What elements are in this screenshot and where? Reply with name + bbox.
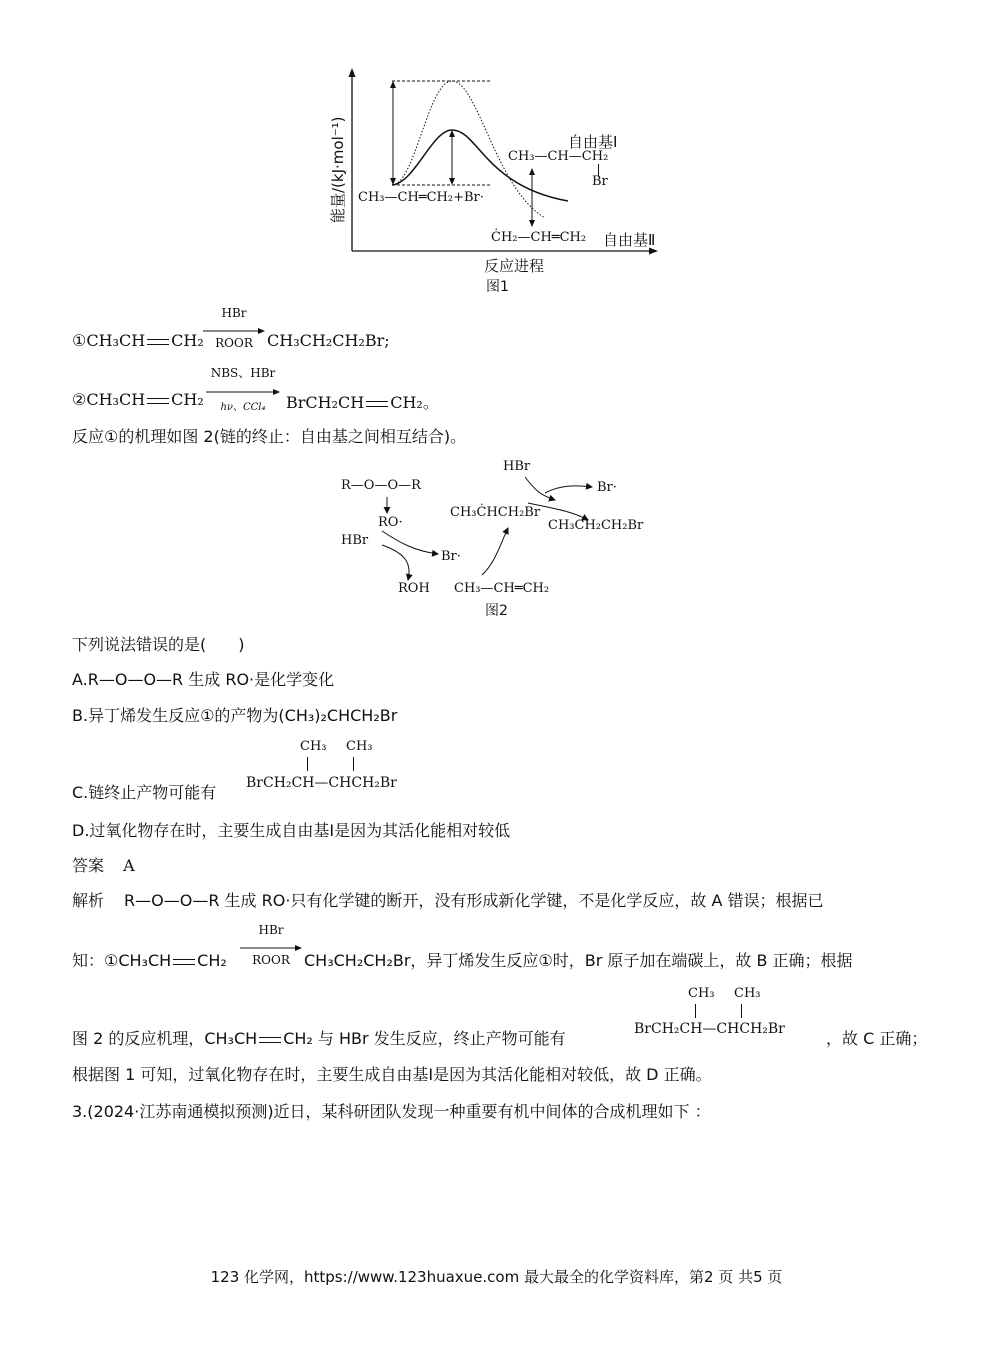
br-radical-right-label: Br· — [597, 480, 617, 495]
fig1-caption: 图1 — [486, 279, 509, 295]
reaction-2-reactant: ②CH₃CH — [72, 390, 146, 409]
analysis-arrow-conditions: HBr ROOR — [240, 923, 302, 967]
x-axis-label: 反应进程 — [484, 257, 545, 275]
fig2-caption: 图2 — [485, 603, 508, 619]
analysis-line-4: 根据图 1 可知，过氧化物存在时，主要生成自由基Ⅰ是因为其活化能相对较低，故 D 正确。 — [72, 1065, 712, 1084]
hbr-left-label: HBr — [341, 533, 369, 548]
option-d: D.过氧化物存在时，主要生成自由基Ⅰ是因为其活化能相对较低 — [72, 821, 511, 840]
reaction-2-product: BrCH₂CH CH₂。 — [286, 393, 439, 412]
analysis-line-2: 知：①CH₃CH CH₂ — [72, 951, 227, 970]
radical-1-br: Br — [592, 174, 608, 189]
double-bond — [173, 959, 195, 965]
analysis-line-1: 解析 R—O—O—R 生成 RO·只有化学键的断开，没有形成新化学键，不是化学反应，故 A 错误；根据已 — [72, 891, 824, 910]
reaction-1 — [72, 331, 204, 350]
y-axis-arrow — [349, 68, 356, 77]
structure-main: BrCH₂CH—CHCH₂Br — [246, 775, 397, 791]
methyl-2: CH₃ — [346, 739, 373, 754]
reaction-2-below: hν、CCl₄ — [220, 402, 266, 413]
reaction-2-conditions — [206, 364, 280, 413]
hbr-top-label: HBr — [503, 459, 531, 474]
analysis-structure: CH₃ CH₃ BrCH₂CH—CHCH₂Br — [634, 986, 785, 1037]
br-radical-center-label: Br· — [441, 549, 461, 564]
reaction-1-arrow — [203, 327, 265, 335]
reaction-2-above: NBS、HBr — [210, 366, 276, 380]
reaction-1-reactant-end: CH₂ — [171, 331, 204, 350]
reaction-1-conditions — [203, 306, 265, 350]
reaction-1-below: ROOR — [215, 336, 253, 350]
roh-label: ROH — [398, 581, 430, 596]
answer-label: 答案 — [72, 856, 105, 875]
radical-2-formula: ĊH₂—CH═CH₂ — [491, 230, 587, 245]
double-bond — [147, 339, 169, 345]
reaction-1-above: HBr — [221, 306, 247, 320]
double-bond — [366, 401, 388, 407]
radical-1-formula: CH₃—CH—CH₂ — [508, 149, 609, 164]
option-c: C.链终止产物可能有 — [72, 783, 217, 802]
reaction-2 — [72, 390, 204, 409]
radical-1-name: 自由基Ⅰ — [568, 133, 618, 151]
peroxide-label: R—O—O—R — [341, 478, 421, 493]
answer-row — [72, 853, 135, 876]
mechanism-intro: 反应①的机理如图 2(链的终止：自由基之间相互结合)。 — [72, 427, 467, 446]
radical-2-name: 自由基Ⅱ — [603, 231, 656, 249]
reaction-1-reactant: ①CH₃CH — [72, 331, 146, 350]
option-c-structure — [246, 737, 446, 797]
analysis-line-3-end: ，故 C 正确； — [826, 1029, 928, 1048]
double-bond — [147, 398, 169, 404]
next-question: 3.(2024·江苏南通模拟预测)近日，某科研团队发现一种重要有机中间体的合成机理如下 ： — [72, 1102, 711, 1121]
ro-radical-label: RO· — [378, 515, 403, 530]
reaction-2-reactant-end: CH₂ — [171, 390, 204, 409]
page-footer: 123 化学网，https://www.123huaxue.com 最大最全的化学资料库，第2 页 共5 页 — [210, 1268, 783, 1286]
y-axis-label: 能量/(kJ·mol⁻¹) — [329, 116, 347, 223]
option-b: B.异丁烯发生反应①的产物为(CH₃)₂CHCH₂Br — [72, 706, 398, 725]
analysis-line-2-rest: CH₃CH₂CH₂Br，异丁烯发生反应①时，Br 原子加在端碳上，故 B 正确；根据 — [304, 951, 853, 970]
reactant-label: CH₃—CH═CH₂+Br· — [358, 190, 484, 205]
reaction-1-product: CH₃CH₂CH₂Br; — [267, 331, 390, 350]
reaction-2-arrow — [206, 388, 280, 396]
double-bond — [259, 1037, 281, 1043]
answer-value: A — [123, 856, 135, 875]
methyl-1: CH₃ — [300, 739, 327, 754]
analysis-line-3: 图 2 的反应机理，CH₃CH CH₂ 与 HBr 发生反应，终止产物可能有 — [72, 1029, 566, 1048]
option-a: A.R—O—O—R 生成 RO·是化学变化 — [72, 670, 335, 689]
propene-label: CH₃—CH═CH₂ — [454, 581, 550, 596]
propyl-radical-label: CH₃ĊHCH₂Br — [450, 505, 541, 520]
question-stem: 下列说法错误的是( ) — [72, 635, 245, 654]
product-label: CH₃CH₂CH₂Br — [548, 518, 644, 533]
analysis-label: 解析 — [72, 891, 105, 910]
